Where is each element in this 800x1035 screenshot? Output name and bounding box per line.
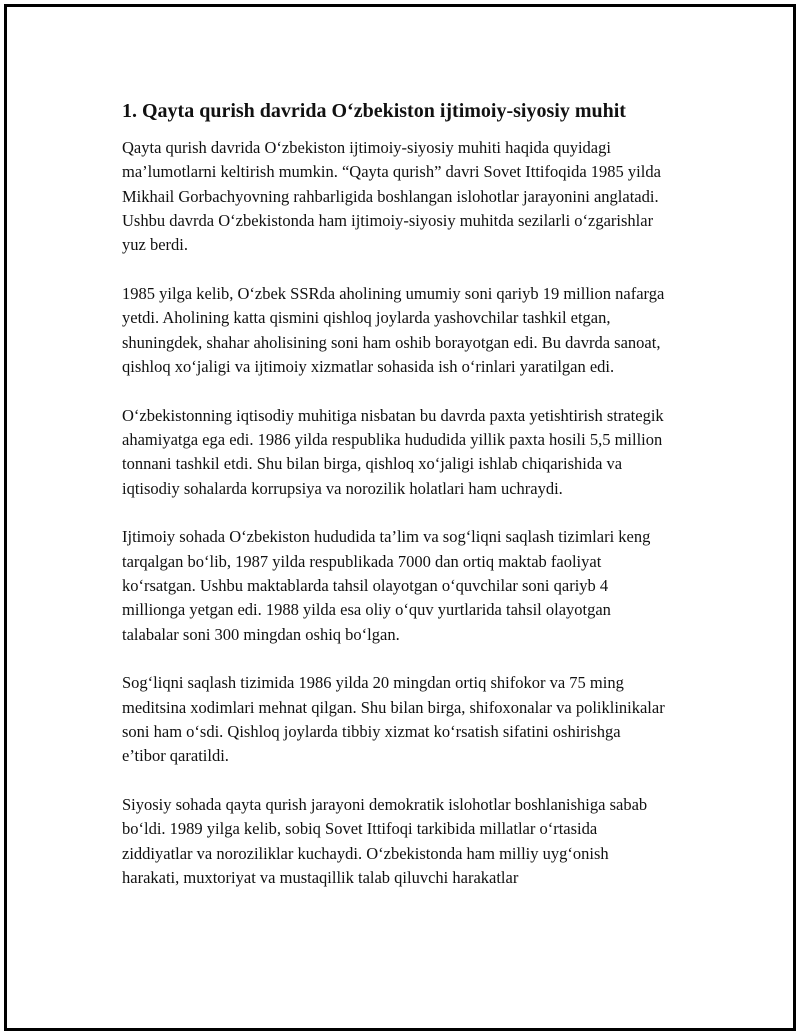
paragraph-education: Ijtimoiy sohada O‘zbekiston hududida ta’lim va sog‘liqni saqlash tizimlari keng tarqalgan bo‘lib, 1987 yilda respublikada 7000 dan ortiq maktab faoliyat ko‘rsatgan. Ushbu maktablarda tahsil olayotgan o‘quvchilar soni qariyb 4 millionga yetgan edi. 1988 yilda esa oliy o‘quv yurtlarida tahsil olayotgan talabalar soni 300 mingdan oshiq bo‘lgan. <box>122 527 651 644</box>
paragraph-healthcare: Sog‘liqni saqlash tizimida 1986 yilda 20 mingdan ortiq shifokor va 75 ming meditsina xodimlari mehnat qilgan. Shu bilan birga, shifoxonalar va poliklinikalar soni ham o‘sdi. Qishloq joylarda tibbiy xizmat ko‘rsatish sifatini oshirishga e’tibor qaratildi. <box>122 673 665 766</box>
paragraph-intro: Qayta qurish davrida O‘zbekiston ijtimoiy-siyosiy muhiti haqida quyidagi ma’lumotlarni keltirish mumkin. “Qayta qurish” davri Sovet Ittifoqida 1985 yilda Mikhail Gorbachyovning rahbarligida boshlangan islohotlar jarayonini anglatadi. Ushbu davrda O‘zbekistonda ham ijtimoiy-siyosiy muhitda sezilarli o‘zgarishlar yuz berdi. <box>122 138 661 255</box>
paragraph-economy: O‘zbekistonning iqtisodiy muhitiga nisbatan bu davrda paxta yetishtirish strategik ahamiyatga ega edi. 1986 yilda respublika hududida yillik paxta hosili 5,5 million tonnani tashkil etdi. Shu bilan birga, qishloq xo‘jaligi ishlab chiqarishida va iqtisodiy sohalarda korrupsiya va norozilik holatlari ham uchraydi. <box>122 405 664 498</box>
paragraph-politics: Siyosiy sohada qayta qurish jarayoni demokratik islohotlar boshlanishiga sabab bo‘ldi. 1989 yilga kelib, sobiq Sovet Ittifoqi tarkibida millatlar o‘rtasida ziddiyatlar va noroziliklar kuchaydi. O‘zbekistonda ham milliy uyg‘onish harakati, muxtoriyat va mustaqillik talab qiluvchi harakatlar <box>122 795 648 887</box>
section-heading: 1. Qayta qurish davrida O‘zbekiston ijtimoiy-siyosiy muhit <box>122 100 626 122</box>
paragraph-population: 1985 yilga kelib, O‘zbek SSRda aholining umumiy soni qariyb 19 million nafarga yetdi. Aholining katta qismini qishloq joylarda yashovchilar tashkil etgan, shuningdek, shahar aholisining soni ham oshib borayotgan edi. Bu davrda sanoat, qishloq xo‘jaligi va ijtimoiy xizmatlar sohasida ish o‘rinlari yaratilgan edi. <box>122 283 665 376</box>
page-frame <box>4 4 796 1031</box>
document-body <box>122 99 667 915</box>
